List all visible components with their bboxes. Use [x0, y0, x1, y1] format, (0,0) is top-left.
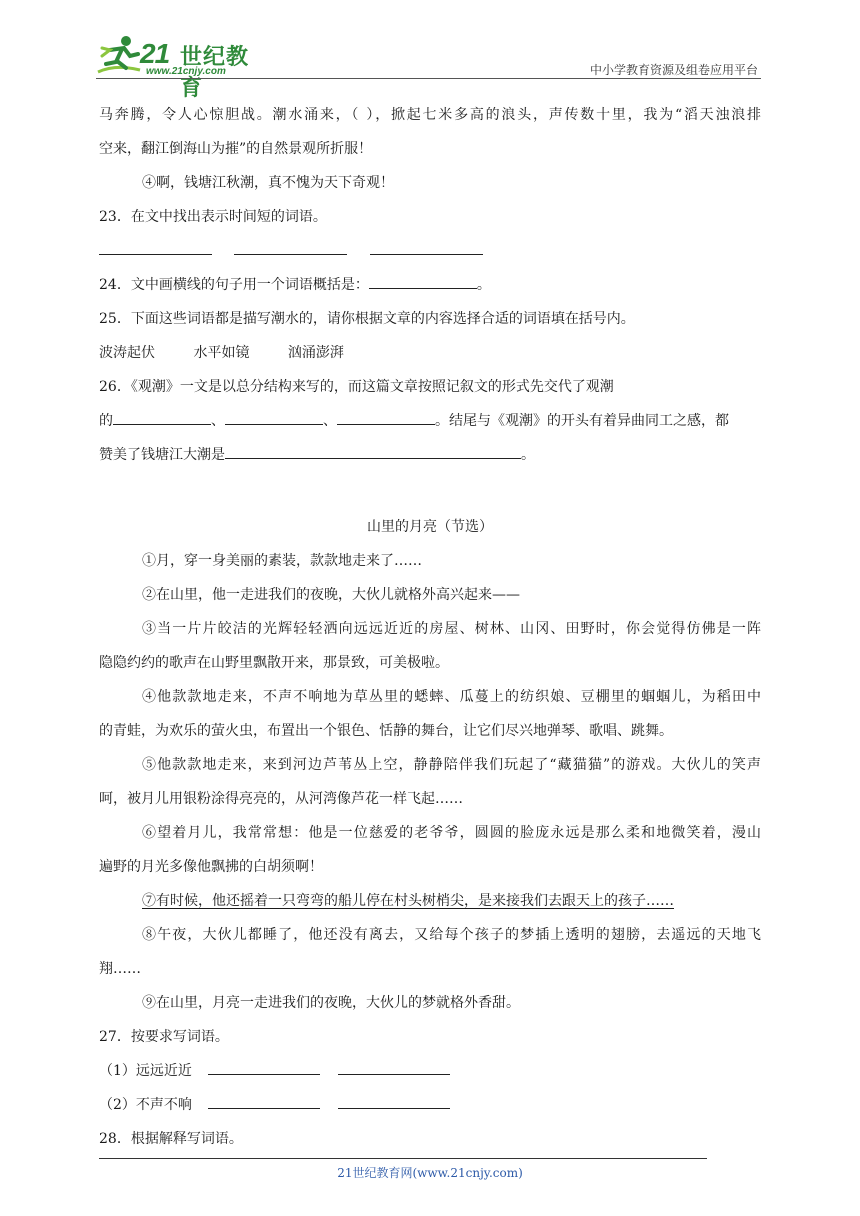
separator: 、	[211, 413, 225, 429]
question-25: 25．下面这些词语都是描写潮水的，请你根据文章的内容选择合适的词语填在括号内。	[99, 311, 635, 327]
question-text: 赞美了钱塘江大潮是	[99, 447, 225, 463]
logo-url: www.21cnjy.com	[146, 66, 226, 77]
passage-line: ⑤他款款地走来，来到河边芦苇丛上空，静静陪伴我们玩起了“藏猫猫”的游戏。大伙儿的笑声	[142, 757, 761, 773]
question-26: 26．《观潮》一文是以总分结构来写的，而这篇文章按照记叙文的形式先交代了观潮	[99, 379, 614, 395]
passage-line: 呵，被月儿用银粉涂得亮亮的，从河湾像芦花一样飞起……	[99, 791, 463, 807]
paragraph-line: ④啊，钱塘江秋潮，真不愧为天下奇观！	[142, 175, 394, 191]
question-27-1	[99, 1054, 761, 1088]
word-option: 汹涌澎湃	[287, 345, 344, 361]
paragraph-line: 马奔腾，令人心惊胆战。潮水涌来，（ ），掀起七米多高的浪头，声传数十里，我为“滔天浊浪排	[99, 107, 761, 123]
passage-line: ⑧午夜，大伙儿都睡了，他还没有离去，又给每个孩子的梦插上透明的翅膀，去遥远的天地飞	[142, 927, 761, 943]
spacer	[99, 472, 761, 510]
platform-name: 中小学教育资源及组卷应用平台	[589, 63, 758, 77]
passage-line: ③当一片片皎洁的光辉轻轻洒向远远近近的房屋、树林、山冈、田野时，你会觉得仿佛是一阵	[142, 621, 761, 637]
underlined-sentence: ⑦有时候，他还摇着一只弯弯的船儿停在村头树梢尖，是来接我们去跟天上的孩子……	[142, 893, 674, 909]
answer-blanks-23	[99, 234, 761, 268]
word-option: 水平如镜	[193, 345, 250, 361]
logo-number: 21	[140, 38, 170, 69]
logo	[96, 34, 266, 101]
passage-line: 隐隐约约的歌声在山野里飘散开来，那景致，可美极啦。	[99, 655, 449, 671]
answer-blank[interactable]	[338, 1054, 450, 1075]
passage-line: ⑨在山里，月亮一走进我们的夜晚，大伙儿的梦就格外香甜。	[142, 995, 520, 1011]
question-27-2	[99, 1088, 761, 1122]
answer-blank[interactable]	[337, 404, 435, 425]
sub-question: （1）远远近近	[99, 1063, 192, 1079]
answer-blank[interactable]	[369, 268, 477, 289]
word-options	[99, 336, 761, 370]
answer-blank[interactable]	[225, 404, 323, 425]
answer-blank[interactable]	[234, 234, 347, 255]
question-text: 的	[99, 413, 113, 429]
logo-text: 世纪教育	[180, 45, 250, 101]
answer-blank[interactable]	[225, 438, 521, 459]
question-26-line-2	[99, 404, 761, 438]
question-text-end: 。	[521, 447, 535, 463]
question-23: 23．在文中找出表示时间短的词语。	[99, 209, 327, 225]
answer-blank[interactable]	[208, 1054, 320, 1075]
question-text: 。结尾与《观潮》的开头有着异曲同工之感，都	[435, 413, 729, 429]
page-header	[0, 0, 860, 101]
footer-rule	[99, 1158, 707, 1159]
word-option: 波涛起伏	[99, 345, 155, 361]
sub-question: （2）不声不响	[99, 1097, 192, 1113]
passage-line: ⑥望着月儿，我常常想：他是一位慈爱的老爷爷，圆圆的脸庞永远是那么柔和地微笑着，漫山	[142, 825, 761, 841]
paragraph-line: 空来，翻江倒海山为摧”的自然景观所折服！	[99, 141, 373, 157]
answer-blank[interactable]	[338, 1088, 450, 1109]
separator: 、	[323, 413, 337, 429]
answer-blank[interactable]	[99, 234, 212, 255]
answer-blank[interactable]	[370, 234, 483, 255]
answer-blank[interactable]	[113, 404, 211, 425]
answer-blank[interactable]	[208, 1088, 320, 1109]
question-text: 24．文中画横线的句子用一个词语概括是：	[99, 277, 369, 293]
question-24	[99, 268, 761, 302]
document-body	[99, 98, 761, 1156]
passage-line: 翔……	[99, 961, 141, 977]
passage-title: 山里的月亮（节选）	[367, 519, 493, 535]
question-26-line-3	[99, 438, 761, 472]
passage-line: 的青蛙，为欢乐的萤火虫，布置出一个银色、恬静的舞台，让它们尽兴地弹琴、歌唱、跳舞。	[99, 723, 673, 739]
passage-line: ④他款款地走来，不声不响地为草丛里的蟋蟀、瓜蔓上的纺织娘、豆棚里的蝈蝈儿，为稻田中	[142, 689, 761, 705]
question-28: 28．根据解释写词语。	[99, 1131, 243, 1147]
runner-logo-icon	[96, 34, 142, 78]
header-rule	[96, 78, 761, 79]
passage-line: 遍野的月光多像他飘拂的白胡须啊！	[99, 859, 323, 875]
page-footer: 21世纪教育网(www.21cnjy.com)	[337, 1166, 523, 1180]
question-text-end: 。	[476, 277, 491, 293]
question-27: 27．按要求写词语。	[99, 1029, 229, 1045]
passage-underlined-line	[99, 884, 761, 918]
passage-line: ②在山里，他一走进我们的夜晚，大伙儿就格外高兴起来——	[142, 587, 520, 603]
passage-line: ①月，穿一身美丽的素装，款款地走来了……	[142, 553, 422, 569]
